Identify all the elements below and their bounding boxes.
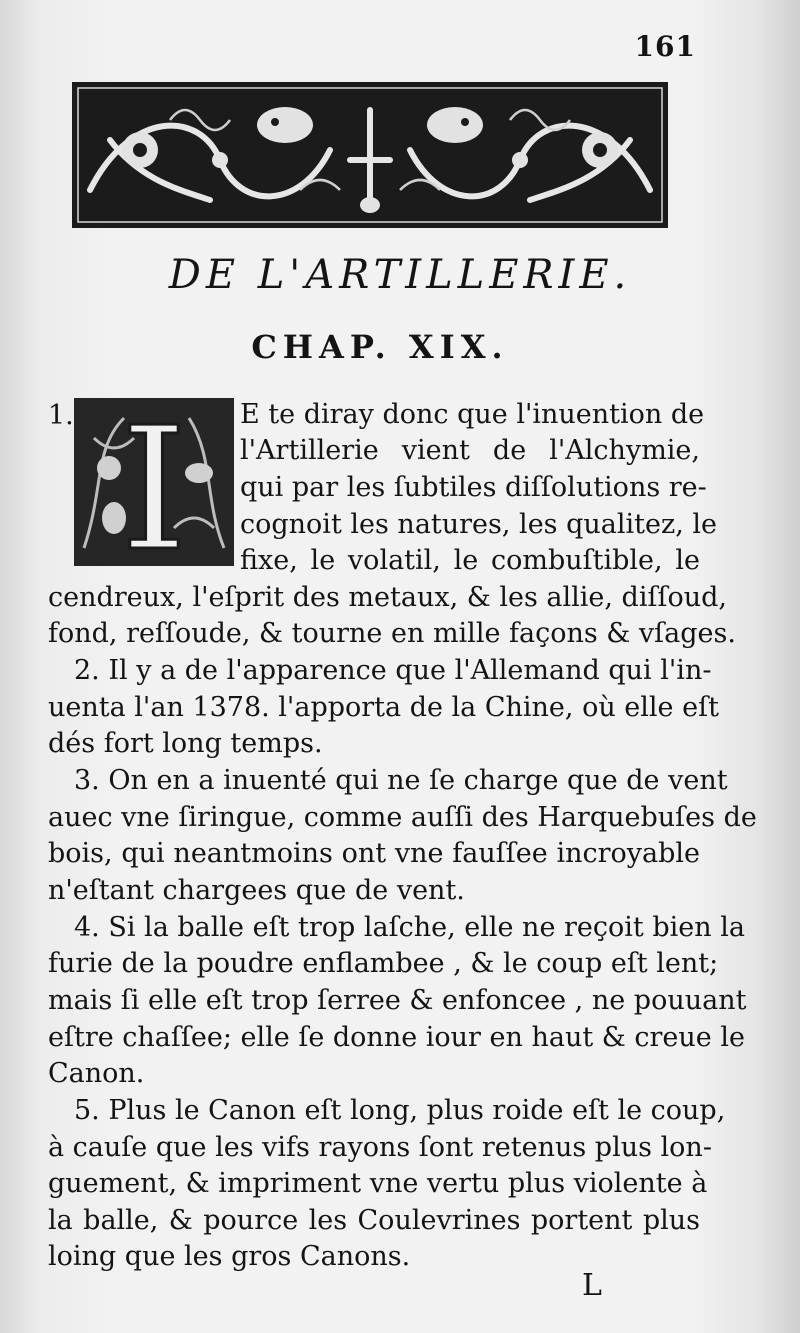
text-line: 5. Plus le Canon eſt long, plus roide eſt le coup,: [74, 1095, 726, 1126]
text-line: Canon.: [48, 1058, 145, 1089]
paragraph-number: 1.: [48, 400, 74, 431]
text-line: n'eſtant chargees que de vent.: [48, 875, 465, 906]
text-line: mais ſi elle eſt trop ſerree & enfoncee , ne pouuant: [48, 985, 747, 1016]
text-line: fixe, le volatil, le combuſtible, le: [240, 545, 700, 576]
catchword: L: [582, 1268, 602, 1303]
text-line: 4. Si la balle eſt trop laſche, elle ne reçoit bien la: [74, 912, 745, 943]
text-line: fond, reſſoude, & tourne en mille façons & vſages.: [48, 618, 736, 649]
page-number: 161: [634, 30, 696, 63]
text-line: loing que les gros Canons.: [48, 1241, 411, 1272]
chapter-heading: CHAP. XIX.: [251, 328, 509, 366]
text-line: bois, qui neantmoins ont vne fauſſee incroyable: [48, 838, 700, 869]
text-line: qui par les ſubtiles diſſolutions re-: [240, 472, 707, 503]
text-line: guement, & impriment vne vertu plus violente à: [48, 1168, 708, 1199]
text-line: la balle, & pource les Coulevrines portent plus: [48, 1205, 700, 1236]
text-line: à cauſe que les vifs rayons ſont retenus plus lon-: [48, 1132, 712, 1163]
woodcut-headpiece-ornament: [70, 80, 670, 230]
text-line: eſtre chaſſee; elle ſe donne iour en haut & creue le: [48, 1022, 745, 1053]
text-line: 3. On en a inuenté qui ne ſe charge que de vent: [74, 765, 728, 796]
text-line: auec vne ſiringue, comme auſſi des Harquebuſes de: [48, 802, 757, 833]
page-title: DE L'ARTILLERIE.: [168, 252, 632, 298]
decorated-initial-letter: [74, 398, 234, 566]
text-line: furie de la poudre enflambee , & le coup eſt lent;: [48, 948, 719, 979]
text-line: cognoit les natures, les qualitez, le: [240, 509, 717, 540]
text-line: cendreux, l'eſprit des metaux, & les allie, diſſoud,: [48, 582, 727, 613]
text-line: E te diray donc que l'inuention de: [240, 399, 705, 430]
text-line: dés fort long temps.: [48, 728, 323, 759]
text-line: uenta l'an 1378. l'apporta de la Chine, où elle eſt: [48, 692, 719, 723]
initial-letter-glyph: I: [120, 398, 188, 566]
text-line: l'Artillerie vient de l'Alchymie,: [240, 435, 700, 466]
text-line: 2. Il y a de l'apparence que l'Allemand qui l'in-: [74, 655, 712, 686]
